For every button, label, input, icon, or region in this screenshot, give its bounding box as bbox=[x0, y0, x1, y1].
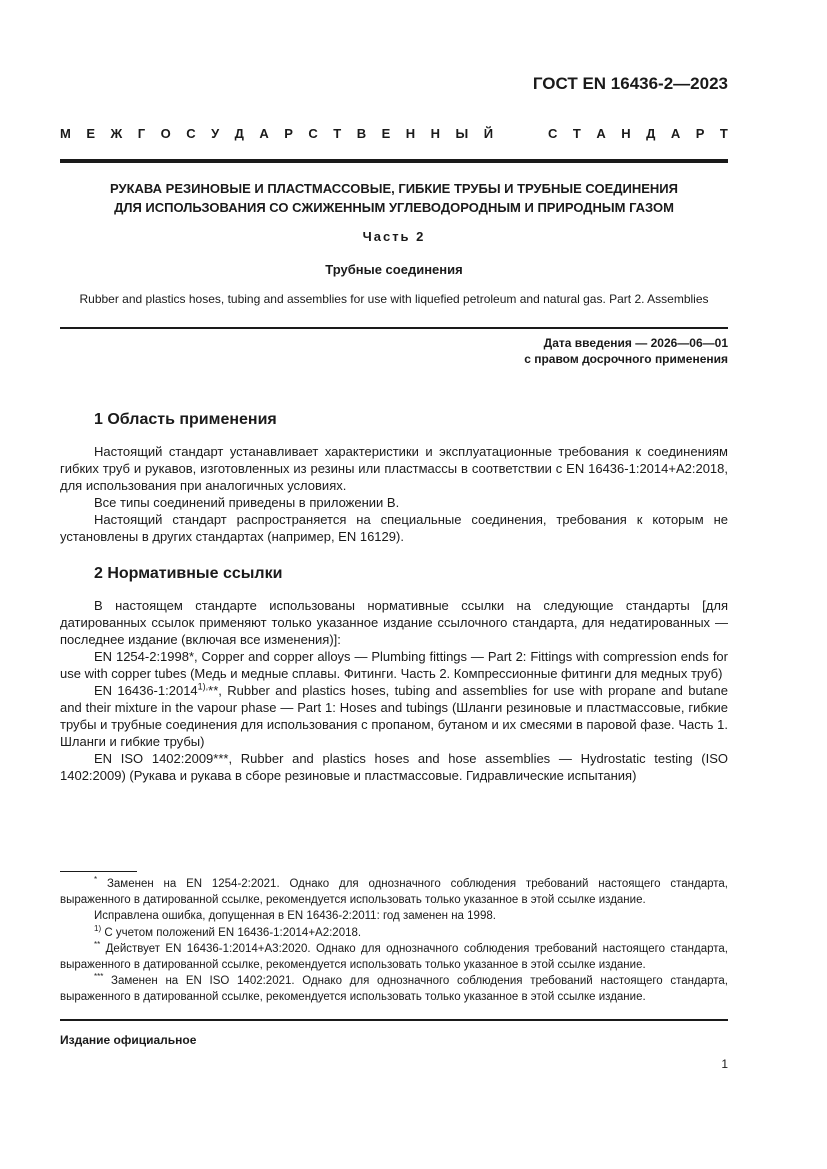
english-title: Rubber and plastics hoses, tubing and assemblies for use with liquefied petroleum and natural gas. Part 2. Assemblies bbox=[79, 292, 709, 306]
banner-letter: Р bbox=[695, 126, 705, 141]
footnotes bbox=[60, 877, 728, 1006]
part-subtitle: Трубные соединения bbox=[325, 262, 463, 277]
banner-letter: С bbox=[308, 126, 318, 141]
page-number: 1 bbox=[721, 1057, 728, 1071]
banner-word-gap bbox=[509, 126, 533, 141]
title-divider bbox=[60, 327, 728, 329]
footnote-separator bbox=[60, 871, 137, 872]
part-label: Часть 2 bbox=[362, 229, 426, 244]
intro-date-line: Дата введения — 2026—06—01 bbox=[543, 336, 728, 350]
banner-letter: Н bbox=[621, 126, 631, 141]
banner-letter: А bbox=[670, 126, 681, 141]
footer-divider bbox=[60, 1019, 728, 1021]
reference-entry bbox=[60, 682, 728, 750]
footnote-text: Заменен на EN 1254-2:2021. Однако для однозначного соблюдения требований настоящего стандарта, выраженного в датированной ссылке, рекомендуется использовать только указанное в этой ссылке издание. bbox=[60, 878, 728, 906]
banner-letter: С bbox=[186, 126, 196, 141]
section-1-heading: 1 Область применения bbox=[94, 411, 277, 428]
section-2-body bbox=[60, 597, 728, 784]
interstate-standard-banner bbox=[60, 126, 728, 141]
early-application-line: с правом досрочного применения bbox=[524, 352, 728, 366]
banner-letter: М bbox=[60, 126, 71, 141]
document-code: ГОСТ EN 16436-2—2023 bbox=[532, 74, 728, 93]
banner-letter: Р bbox=[284, 126, 293, 141]
banner-letter: В bbox=[356, 126, 367, 141]
footnote bbox=[60, 877, 728, 908]
banner-letter: Й bbox=[483, 126, 494, 141]
banner-letter: Е bbox=[86, 126, 95, 141]
paragraph: Настоящий стандарт распространяется на специальные соединения, требования к которым не установлены в других стандартах (например, EN 16129). bbox=[60, 512, 728, 544]
banner-letter: Д bbox=[646, 126, 656, 141]
paragraph: Настоящий стандарт устанавливает характеристики и эксплуатационные требования к соединениям гибких труб и рукавов, изготовленных из резины или пластмассы в соответствии с EN 16436-1:2014+A2:2018, для использования при аналогичных условиях. bbox=[60, 444, 728, 493]
section-2-heading: 2 Нормативные ссылки bbox=[94, 565, 283, 582]
banner-letter: Н bbox=[405, 126, 416, 141]
banner-letter: С bbox=[548, 126, 558, 141]
banner-letter: Е bbox=[381, 126, 391, 141]
banner-letter: Ы bbox=[455, 126, 469, 141]
footnote-marker: 1) bbox=[94, 923, 102, 933]
footnote bbox=[60, 942, 728, 973]
document-title bbox=[60, 179, 728, 217]
banner-letter: Н bbox=[430, 126, 441, 141]
reference-entry: EN ISO 1402:2009***, Rubber and plastics hoses and hose assemblies — Hydrostatic testing (ISO 1402:2009) (Рукава и рукава в сборе резиновые и пластмассовые. Гидравлические испытания) bbox=[60, 751, 728, 783]
banner-letter: Т bbox=[719, 126, 728, 141]
footnote bbox=[60, 923, 728, 942]
footnote-text: Заменен на EN ISO 1402:2021. Однако для однозначного соблюдения требований настоящего стандарта, выраженного в датированной ссылке, рекомендуется использовать только указанное в этой ссылке издание. bbox=[60, 975, 728, 1003]
paragraph: Все типы соединений приведены в приложении B. bbox=[94, 495, 400, 510]
footnote-marker: ** bbox=[94, 940, 101, 950]
banner-letter: У bbox=[211, 126, 220, 141]
banner-letter: Г bbox=[137, 126, 146, 141]
introduction-date bbox=[524, 335, 728, 367]
banner-letter: А bbox=[596, 126, 606, 141]
footnote-text: Действует EN 16436-1:2014+A3:2020. Однако для однозначного соблюдения требований настоящего стандарта, выраженного в датированной ссылке, рекомендуется использовать только указанное в этой ссылке издание. bbox=[60, 943, 728, 971]
banner-letter: Т bbox=[333, 126, 342, 141]
banner-letter: О bbox=[160, 126, 171, 141]
footnote-text: С учетом положений EN 16436-1:2014+A2:2018. bbox=[104, 926, 362, 939]
footnote bbox=[60, 974, 728, 1005]
banner-letter: Ж bbox=[110, 126, 123, 141]
footnote-marker: 1), bbox=[197, 681, 209, 692]
title-line-1: РУКАВА РЕЗИНОВЫЕ И ПЛАСТМАССОВЫЕ, ГИБКИЕ ТРУБЫ И ТРУБНЫЕ СОЕДИНЕНИЯ bbox=[110, 181, 678, 196]
title-line-2: ДЛЯ ИСПОЛЬЗОВАНИЯ СО СЖИЖЕННЫМ УГЛЕВОДОРОДНЫМ И ПРИРОДНЫМ ГАЗОМ bbox=[114, 200, 674, 215]
reference-code: EN 16436-1:2014 bbox=[94, 683, 198, 698]
footnote-marker: *** bbox=[94, 972, 104, 982]
official-edition-label: Издание официальное bbox=[60, 1033, 197, 1047]
reference-entry: EN 1254-2:1998*, Copper and copper alloys — Plumbing fittings — Part 2: Fittings with compression ends for use with copper tubes (Медь и медные сплавы. Фитинги. Часть 2. Компрессионные фитинги для медных труб) bbox=[60, 649, 728, 681]
banner-letter: А bbox=[259, 126, 269, 141]
paragraph: В настоящем стандарте использованы нормативные ссылки на следующие стандарты [для датированных ссылок применяют только указанное издание ссылочного стандарта, для недатированных — последнее издание (включая все изменения)]: bbox=[60, 598, 728, 647]
header-divider bbox=[60, 159, 728, 163]
banner-letter: Д bbox=[234, 126, 244, 141]
reference-text: **, Rubber and plastics hoses, tubing and assemblies for use with propane and butane and their mixture in the vapour phase — Part 1: Hoses and tubings (Шланги резиновые и пластмассовые, гибкие трубы и трубные соединения для использования с пропаном, бутаном и их смесями в паровой фазе. Часть 1. Шланги и гибкие трубы) bbox=[60, 683, 728, 749]
section-1-body bbox=[60, 443, 728, 545]
banner-letter: Т bbox=[572, 126, 581, 141]
footnote-note: Исправлена ошибка, допущенная в EN 16436-2:2011: год заменен на 1998. bbox=[94, 910, 496, 922]
footnote-marker: * bbox=[94, 875, 98, 885]
